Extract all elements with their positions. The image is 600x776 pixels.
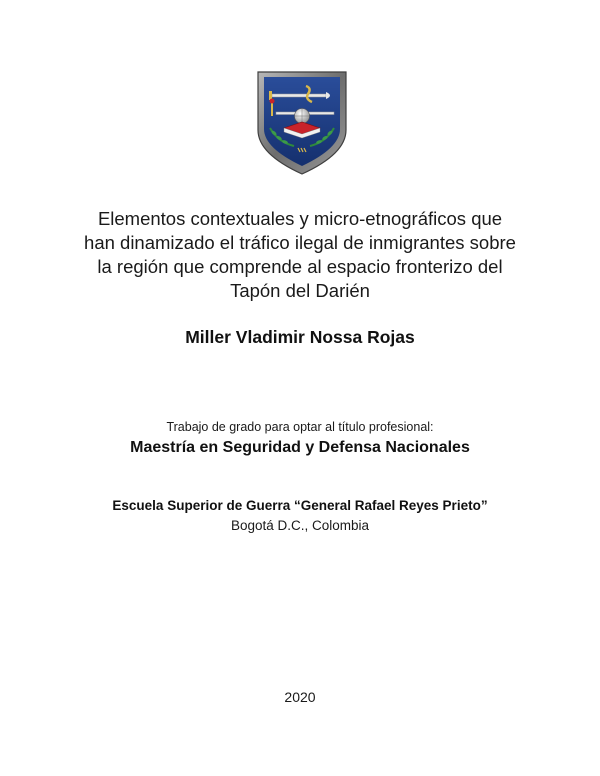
thesis-title-line: la región que comprende al espacio fronterizo del: [97, 256, 503, 277]
thesis-title-line: han dinamizado el tráfico ilegal de inmigrantes sobre: [84, 232, 516, 253]
school-name: Escuela Superior de Guerra “General Rafael Reyes Prieto”: [112, 498, 488, 513]
thesis-title: [60, 207, 540, 303]
school-location: Bogotá D.C., Colombia: [230, 518, 370, 533]
degree-name: Maestría en Seguridad y Defensa Nacionales: [130, 439, 470, 456]
thesis-title-line: Elementos contextuales y micro-etnográficos que: [97, 208, 503, 229]
shield-emblem-icon: [254, 68, 350, 178]
institution-emblem: [254, 68, 350, 178]
degree-purpose: Trabajo de grado para optar al título profesional:: [166, 420, 434, 434]
publication-year: 2020: [284, 689, 316, 705]
thesis-title-line: Tapón del Darién: [230, 280, 370, 301]
author-name: Miller Vladimir Nossa Rojas: [185, 327, 415, 347]
